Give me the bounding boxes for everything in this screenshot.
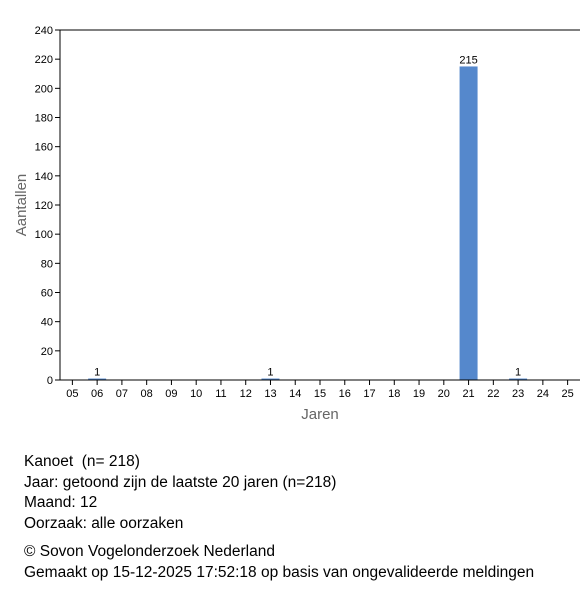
x-tick-label: 06: [91, 388, 104, 400]
x-tick-label: 19: [412, 388, 426, 400]
bar-value-label: 1: [267, 366, 274, 379]
x-tick-label: 08: [140, 388, 153, 400]
y-tick-label: 120: [34, 200, 53, 212]
x-tick-label: 14: [289, 388, 302, 400]
cause-line: Oorzaak: alle oorzaken: [24, 514, 184, 532]
x-tick-label: 20: [437, 388, 450, 400]
x-tick-label: 11: [215, 388, 227, 400]
month-line: Maand: 12: [24, 494, 98, 511]
y-tick-label: 180: [34, 112, 53, 125]
y-axis-ticks: [35, 25, 60, 387]
y-tick-label: 200: [34, 83, 53, 96]
copyright-line: © Sovon Vogelonderzoek Nederland: [24, 543, 275, 560]
x-tick-label: 18: [388, 388, 401, 400]
bar-value-labels: [94, 54, 521, 378]
x-tick-label: 12: [239, 388, 252, 400]
y-tick-label: 40: [40, 316, 53, 329]
y-tick-label: 240: [34, 25, 53, 37]
bar: [460, 66, 478, 380]
y-tick-label: 220: [34, 54, 53, 67]
x-tick-label: 07: [115, 388, 129, 400]
x-tick-label: 16: [338, 388, 351, 400]
x-tick-label: 09: [165, 388, 178, 400]
y-tick-label: 0: [46, 375, 53, 387]
y-tick-label: 20: [40, 345, 53, 358]
x-tick-label: 22: [487, 388, 500, 400]
y-tick-label: 60: [40, 287, 53, 300]
chart-info: [24, 452, 336, 534]
credits: [24, 542, 534, 583]
x-tick-label: 23: [511, 388, 525, 400]
x-tick-label: 21: [462, 388, 475, 400]
y-tick-label: 100: [34, 229, 53, 242]
x-axis-label: Jaren: [301, 406, 339, 423]
x-tick-label: 13: [264, 388, 277, 400]
x-tick-label: 15: [313, 388, 327, 400]
species-line: Kanoet (n= 218): [24, 453, 140, 470]
y-tick-label: 140: [34, 170, 53, 183]
bar-value-label: 1: [515, 366, 522, 379]
bar-value-label: 215: [459, 54, 478, 67]
x-tick-label: 17: [363, 388, 376, 400]
bar-value-label: 1: [94, 366, 101, 379]
x-tick-label: 05: [66, 388, 79, 400]
x-tick-label: 10: [190, 388, 203, 400]
y-axis-label: Aantallen: [13, 173, 30, 237]
y-tick-label: 80: [40, 258, 53, 271]
year-line: Jaar: getoond zijn de laatste 20 jaren (n=218): [24, 473, 337, 491]
x-tick-label: 25: [561, 388, 574, 400]
generated-line: Gemaakt op 15-12-2025 17:52:18 op basis van ongevalideerde meldingen: [24, 563, 535, 581]
x-axis-ticks: [66, 380, 573, 400]
bars: [88, 66, 527, 380]
y-tick-label: 160: [34, 141, 53, 154]
x-tick-label: 24: [536, 388, 549, 400]
